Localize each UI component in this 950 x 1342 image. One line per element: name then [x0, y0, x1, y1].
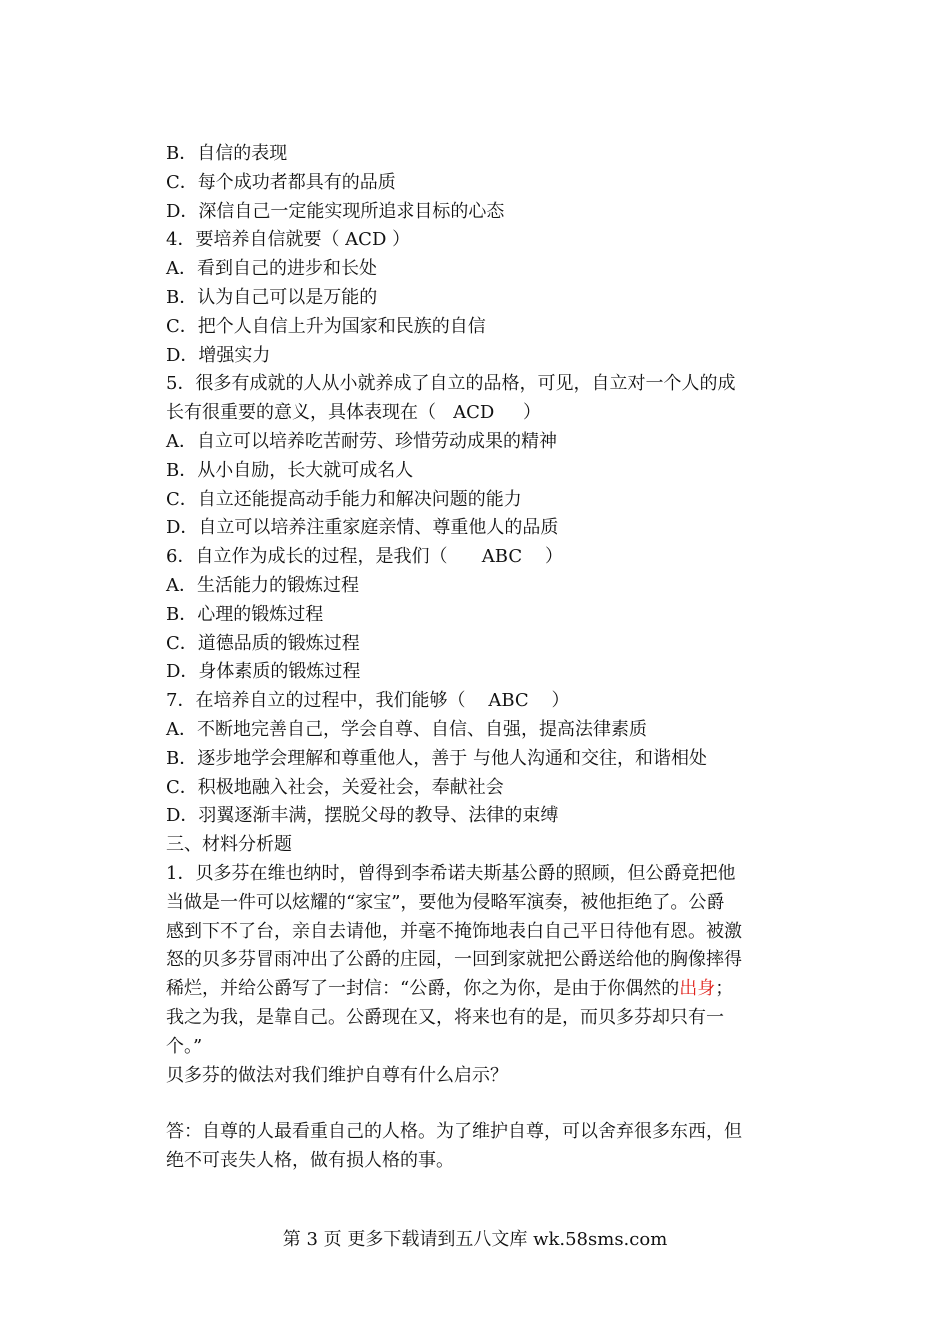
section3-heading: 三、材料分析题	[166, 834, 292, 856]
q5-option-c: C．自立还能提高动手能力和解决问题的能力	[166, 488, 522, 510]
q3-option-c: C．每个成功者都具有的品质	[166, 171, 396, 193]
q4-option-c: C．把个人自信上升为国家和民族的自信	[166, 315, 486, 337]
q7-option-c: C．积极地融入社会，关爱社会，奉献社会	[166, 776, 504, 798]
q5-option-d: D．自立可以培养注重家庭亲情、尊重他人的品质	[166, 517, 559, 539]
q6-option-d: D．身体素质的锻炼过程	[166, 661, 361, 683]
q5-stem-line2: 长有很重要的意义，具体表现在（ ACD ）	[166, 402, 541, 424]
material-line: 1．贝多芬在维也纳时，曾得到李希诺夫斯基公爵的照顾，但公爵竟把他	[166, 862, 736, 884]
highlighted-word: 出身	[679, 978, 716, 1000]
material-line5-after: ；	[715, 978, 734, 1000]
q6-option-a: A．生活能力的锻炼过程	[166, 574, 359, 596]
q4-option-b: B．认为自己可以是万能的	[166, 286, 378, 308]
material-line5-before: 稀烂，并给公爵写了一封信：“公爵，你之为你，是由于你偶然的	[166, 978, 680, 1000]
q6-option-c: C．道德品质的锻炼过程	[166, 632, 360, 654]
analysis-question: 贝多芬的做法对我们维护自尊有什么启示？	[166, 1064, 508, 1086]
answer-line: 答：自尊的人最看重自己的人格。为了维护自尊，可以舍弃很多东西，但	[166, 1121, 742, 1143]
blank-gap	[166, 1090, 788, 1118]
material-line: 我之为我，是靠自己。公爵现在又，将来也有的是，而贝多芬却只有一	[166, 1006, 724, 1028]
q7-option-d: D．羽翼逐渐丰满，摆脱父母的教导、法律的束缚	[166, 805, 559, 827]
q4-option-a: A．看到自己的进步和长处	[166, 258, 377, 280]
material-line: 当做是一件可以炫耀的“家宝”，要他为侵略军演奏，被他拒绝了。公爵	[166, 891, 725, 913]
q4-option-d: D．增强实力	[166, 344, 271, 366]
page-content	[166, 140, 788, 1176]
material-line: 个。”	[166, 1035, 203, 1057]
answer-line: 绝不可丧失人格，做有损人格的事。	[166, 1150, 454, 1172]
q4-stem: 4．要培养自信就要（ ACD ）	[166, 229, 411, 251]
material-line: 怒的贝多芬冒雨冲出了公爵的庄园，一回到家就把公爵送给他的胸像摔得	[166, 949, 742, 971]
page-footer: 第 3 页 更多下载请到五八文库 wk.58sms.com	[282, 1229, 668, 1250]
q5-stem-line1: 5．很多有成就的人从小就养成了自立的品格，可见，自立对一个人的成	[166, 373, 736, 395]
q6-option-b: B．心理的锻炼过程	[166, 603, 324, 625]
q6-stem: 6．自立作为成长的过程，是我们（ ABC ）	[166, 546, 564, 568]
q5-option-b: B．从小自励，长大就可成名人	[166, 459, 414, 481]
q7-option-b: B．逐步地学会理解和尊重他人，善于 与他人沟通和交往，和谐相处	[166, 747, 707, 769]
material-line: 感到下不了台，亲自去请他，并毫不掩饰地表白自己平日待他有恩。被激	[166, 920, 742, 942]
q3-option-d: D．深信自己一定能实现所追求目标的心态	[166, 200, 505, 222]
q3-option-b: B．自信的表现	[166, 143, 288, 164]
q5-option-a: A．自立可以培养吃苦耐劳、珍惜劳动成果的精神	[166, 430, 557, 452]
q7-stem: 7．在培养自立的过程中，我们能够（ ABC ）	[166, 690, 570, 712]
q7-option-a: A．不断地完善自己，学会自尊、自信、自强，提高法律素质	[166, 718, 647, 740]
material-line-highlight	[166, 975, 788, 1004]
